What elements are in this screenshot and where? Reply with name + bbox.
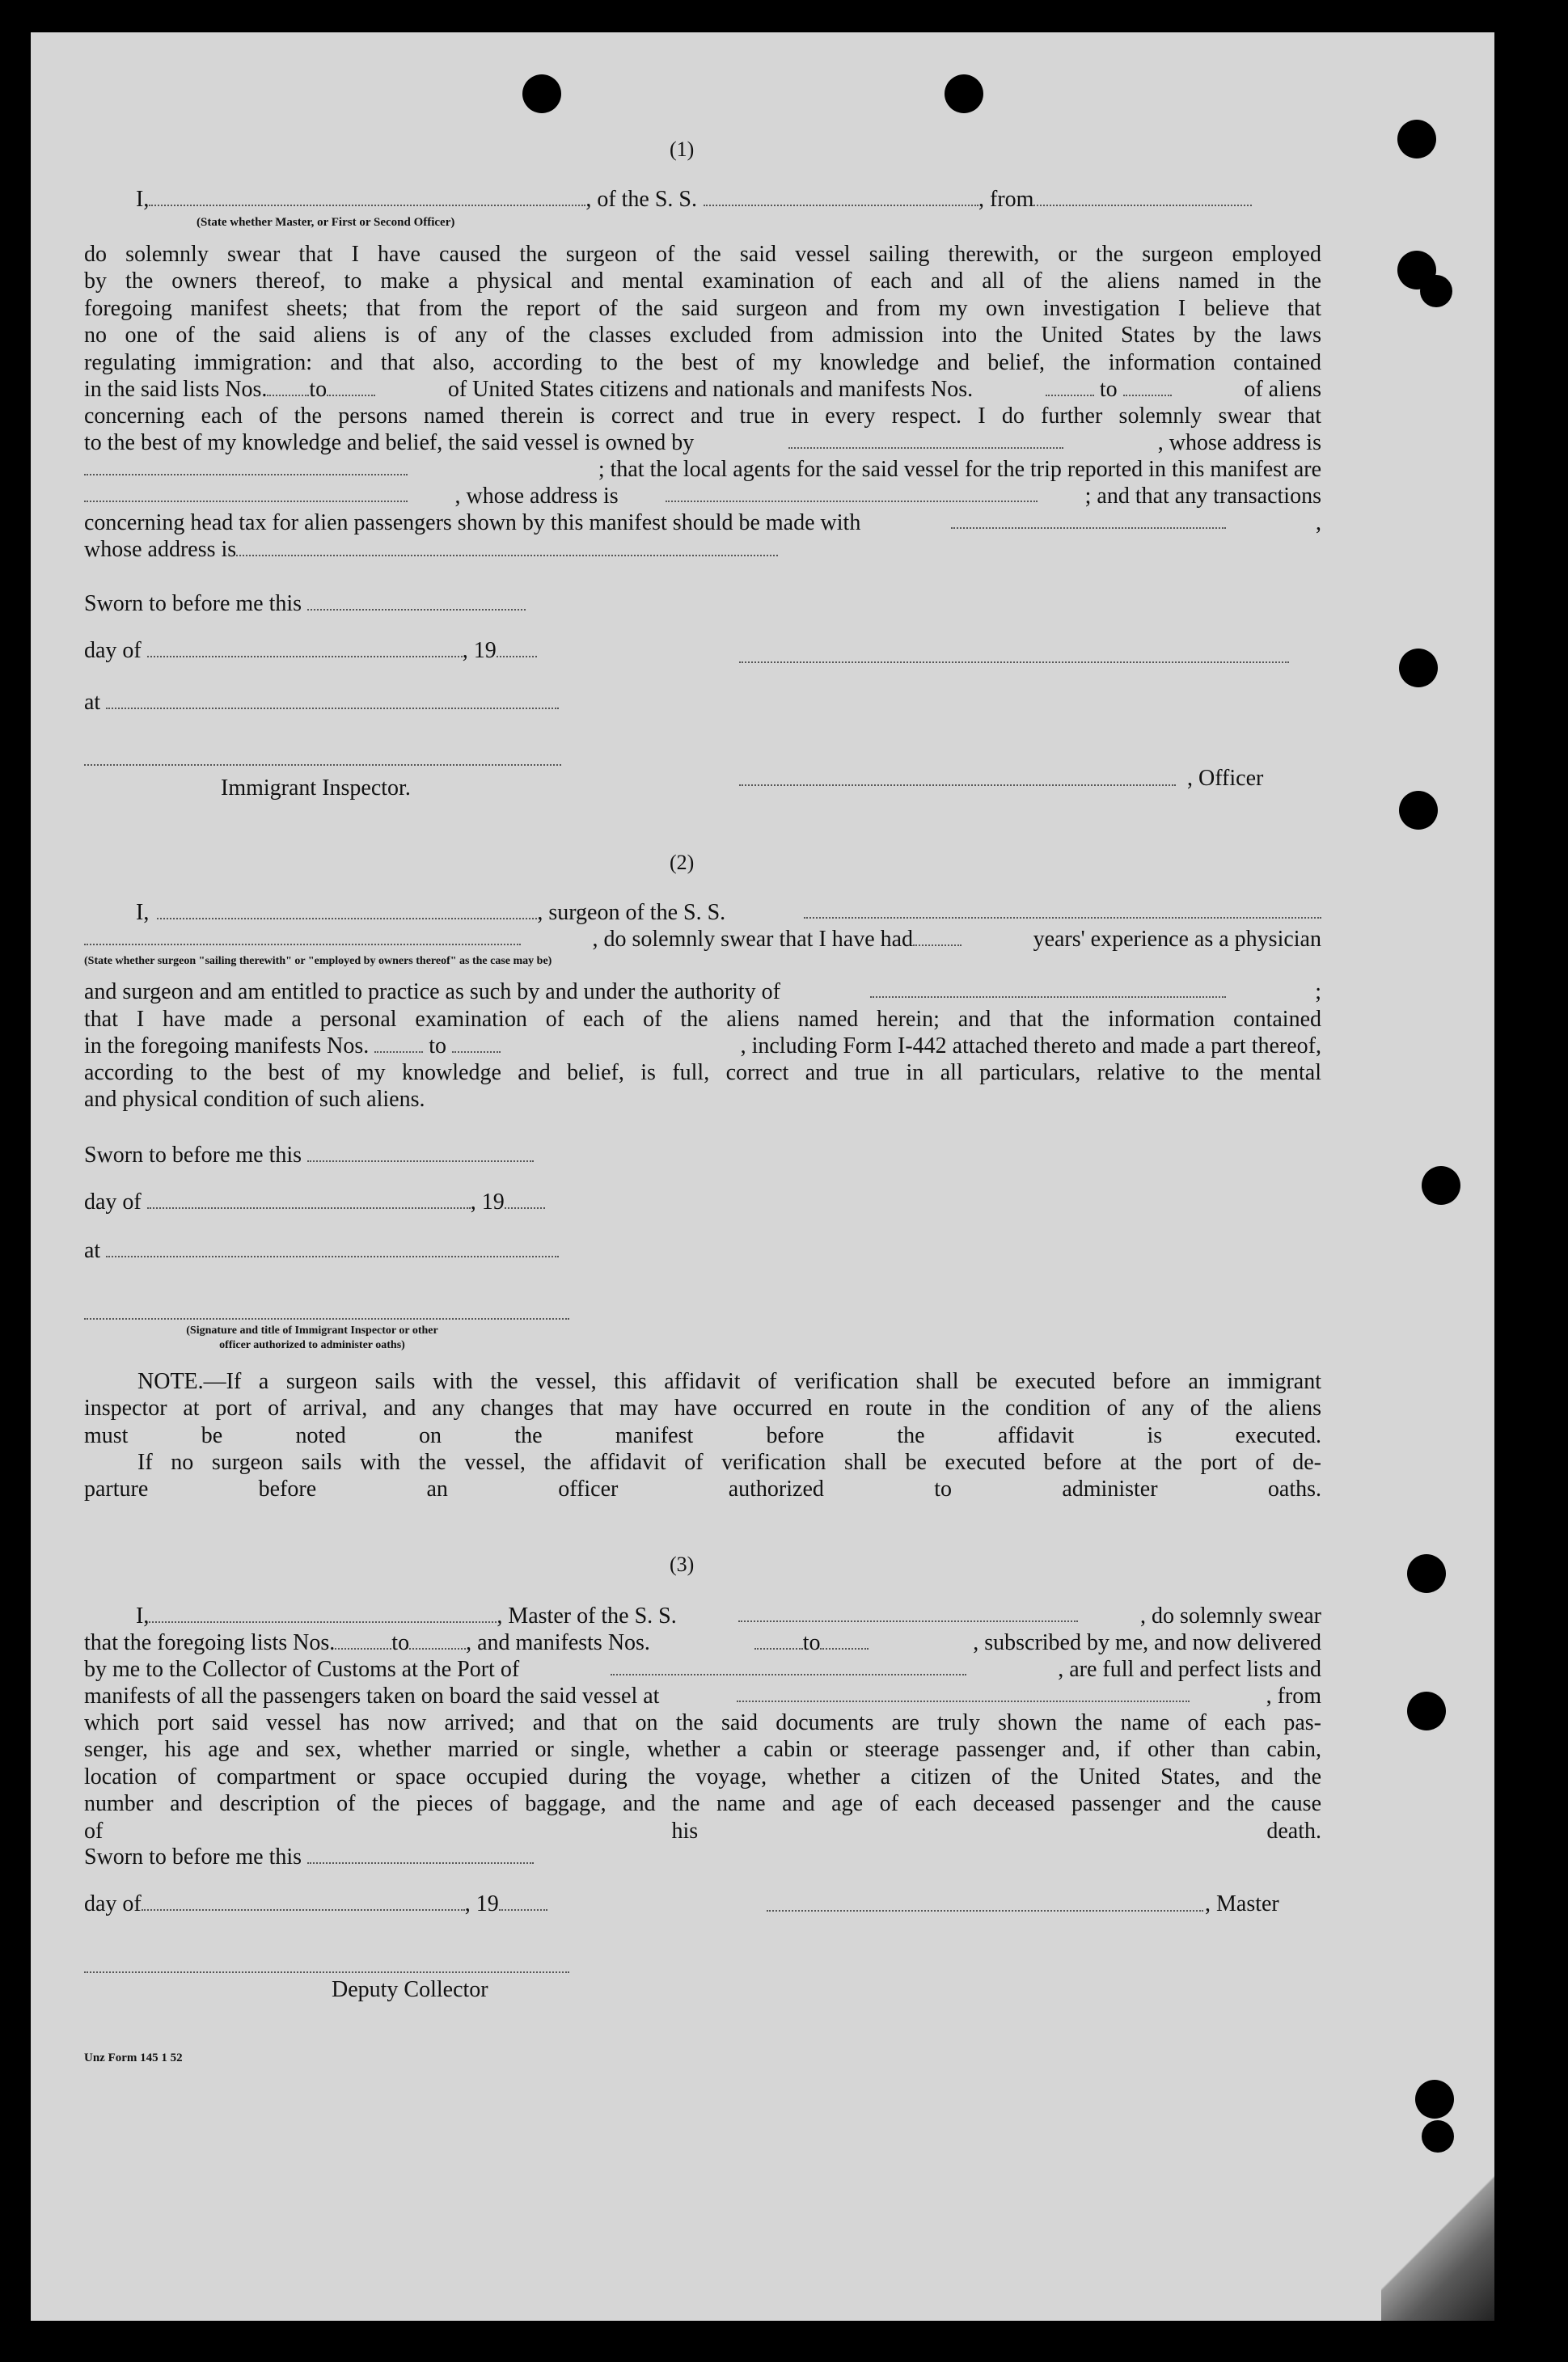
master-signature-line[interactable] (767, 1910, 1203, 1912)
lists-to-field[interactable] (327, 377, 375, 396)
sec2-at: at (84, 1237, 559, 1264)
sec1-paragraph-1: do solemnly swear that I have caused the surgeon of the said vessel sailing therewith, or the surgeon employed by the owners thereof, to make a physical and mental examination of each and all of the aliens named in the foregoing manifest sheets; that from the report of the said surgeon and from my own investigation I believe that no one of the said aliens is of any of the classes excluded from admission into the United States by the laws regulating immigration: and that also, according to the best of my knowledge and belief, the information contained (84, 242, 1321, 375)
section-number: (2) (670, 851, 695, 874)
practice-authority-field[interactable] (870, 978, 1226, 998)
surgeon-name-field[interactable] (157, 900, 537, 919)
sec3-lists-from-field[interactable] (335, 1630, 391, 1650)
sworn-place-field[interactable] (106, 690, 559, 709)
form-page (31, 32, 1494, 2321)
inspector-signature-line[interactable] (84, 764, 561, 766)
punch-hole (1399, 649, 1438, 687)
sec2-signature-line[interactable] (84, 1318, 569, 1320)
note-paragraph-1: NOTE.—If a surgeon sails with the vessel, this affidavit of verification shall be executed before an immigrant inspector at port of arrival, and any changes that may have occurred en route in the condition of any of the aliens must be noted on the manifest before the affidavit is executed. (84, 1369, 1321, 1448)
punch-hole (1397, 120, 1436, 158)
punch-hole (945, 74, 983, 113)
agents-address-field[interactable] (666, 483, 1038, 502)
master-name-field[interactable] (149, 1604, 497, 1623)
sworn-year-field[interactable] (497, 638, 537, 657)
section-number: (3) (670, 1553, 695, 1576)
sec3-paragraph: which port said vessel has now arrived; and that on the said documents are truly shown the name of each pas- senger, his age and sex, whether married or single, whether a cabin or steerage passenger and, if other than cabin, location of compartment or space occupied during the voyage, whether a citizen of the United States, and the number and description of the pieces of baggage, and the name and age of each deceased passenger and the cause of his death. (84, 1710, 1321, 1844)
sec2-manifests-to-field[interactable] (452, 1033, 501, 1053)
sec1-agents-line: ; that the local agents for the said vessel for the trip reported in this manifest are (84, 456, 1321, 483)
sec1-paragraph-2: concerning each of the persons named therein is correct and true in every respect. I do further solemnly swear that (84, 404, 1321, 429)
deputy-collector-label: Deputy Collector (332, 1977, 488, 2002)
sec2-line-7: and physical condition of such aliens. (84, 1087, 425, 1112)
sec3-line-4: manifests of all the passengers taken on board the said vessel at , from (84, 1684, 1321, 1709)
sec3-lists-to-field[interactable] (409, 1630, 466, 1650)
sec3-manifests-from-field[interactable] (754, 1630, 803, 1650)
sec2-sworn-place-field[interactable] (106, 1238, 559, 1257)
sec3-sworn-day-field[interactable] (307, 1844, 534, 1864)
immigrant-inspector-label: Immigrant Inspector. (221, 775, 411, 801)
sec1-headtax-line: concerning head tax for alien passengers shown by this manifest should be made with , (84, 510, 1321, 535)
note-paragraph-2: If no surgeon sails with the vessel, the affidavit of verification shall be executed before at the port of de- parture before an officer authorized to administer oaths. (84, 1450, 1321, 1502)
sec3-sworn-month-field[interactable] (142, 1891, 465, 1911)
sec3-line-1: I, , Master of the S. S. , do solemnly swear (136, 1604, 1321, 1629)
sec1-lists-line: in the said lists Nos. to of United States citizens and nationals and manifests Nos. to of aliens (84, 377, 1321, 402)
sec2-sworn-day-field[interactable] (307, 1143, 534, 1162)
sec1-address-line: , whose address is ; and that any transactions (84, 483, 1321, 509)
sec2-sworn-year-field[interactable] (505, 1189, 545, 1209)
form-id: Unz Form 145 1 52 (84, 2051, 183, 2064)
officer-name-field[interactable] (149, 187, 585, 206)
local-agents-field[interactable] (84, 483, 408, 502)
section-number: (1) (670, 137, 695, 161)
manifests-to-field[interactable] (1123, 377, 1172, 396)
sec2-line-5: in the foregoing manifests Nos. to , including Form I-442 attached thereto and made a part thereof, (84, 1033, 1321, 1058)
headtax-address-field[interactable] (236, 537, 778, 556)
officer-label: , Officer (1187, 766, 1264, 791)
punch-hole (1399, 791, 1438, 830)
folded-corner (1381, 2143, 1494, 2321)
punch-hole (1407, 1692, 1446, 1730)
sworn-month-field[interactable] (147, 638, 463, 657)
sec2-line-6: according to the best of my knowledge and belief, is full, correct and true in all particulars, relative to the mental (84, 1060, 1321, 1085)
punch-hole (1422, 1166, 1460, 1205)
sec2-line-4: that I have made a personal examination of each of the aliens named herein; and that the information contained (84, 1007, 1321, 1032)
sec1-sworn: Sworn to before me this (84, 590, 526, 617)
surgeon-status-field[interactable] (84, 926, 521, 945)
sec3-sworn-year-field[interactable] (499, 1891, 547, 1911)
lists-from-field[interactable] (267, 377, 309, 396)
sec3-dayof: day of , 19 (84, 1891, 547, 1917)
manifests-from-field[interactable] (1046, 377, 1094, 396)
sec2-line-1: I, , surgeon of the S. S. (136, 899, 1321, 926)
sec1-line-1: I, , of the S. S. , from (136, 186, 1252, 213)
master-label: , Master (1205, 1891, 1279, 1916)
sec3-manifests-to-field[interactable] (820, 1630, 869, 1650)
boarding-port-field[interactable] (737, 1683, 1190, 1702)
sec1-at: at (84, 689, 559, 716)
master-officer-note: (State whether Master, or First or Second Officer) (197, 216, 455, 229)
customs-port-field[interactable] (611, 1656, 966, 1675)
sec2-line-3: and surgeon and am entitled to practice as such by and under the authority of ; (84, 979, 1321, 1004)
surgeon-status-note: (State whether surgeon "sailing therewith" or "employed by owners thereof" as the case may be) (84, 955, 552, 967)
headtax-contact-field[interactable] (951, 509, 1226, 529)
sworn-day-field[interactable] (307, 591, 526, 611)
sec3-line-2: that the foregoing lists Nos. to , and manifests Nos. to , subscribed by me, and now delivered (84, 1630, 1321, 1655)
punch-hole (522, 74, 561, 113)
sec2-line-2: , do solemnly swear that I have had years' experience as a physician (84, 926, 1321, 953)
surgeon-vessel-field[interactable] (804, 899, 1321, 919)
punch-hole (1420, 275, 1452, 307)
sec1-whose-line: whose address is (84, 536, 778, 563)
sec2-sworn-month-field[interactable] (147, 1189, 471, 1209)
from-port-field[interactable] (1033, 187, 1252, 206)
deputy-signature-line[interactable] (84, 1971, 569, 1973)
punch-hole (1407, 1554, 1446, 1593)
officer-signature-line[interactable] (739, 661, 1289, 663)
sec3-line-3: by me to the Collector of Customs at the Port of , are full and perfect lists and (84, 1657, 1321, 1682)
sec1-owned-line: to the best of my knowledge and belief, the said vessel is owned by , whose address is (84, 430, 1321, 455)
sec2-manifests-from-field[interactable] (374, 1033, 423, 1053)
owner-address-field[interactable] (84, 456, 408, 475)
vessel-owner-field[interactable] (788, 429, 1063, 449)
sec2-dayof: day of , 19 (84, 1189, 545, 1215)
vessel-name-field[interactable] (704, 187, 978, 206)
years-experience-field[interactable] (913, 927, 962, 946)
sec3-sworn: Sworn to before me this (84, 1844, 534, 1870)
sec1-dayof: day of , 19 (84, 637, 537, 664)
sec2-sworn: Sworn to before me this (84, 1142, 534, 1168)
officer-title-line[interactable] (739, 784, 1176, 786)
sec2-signature-note: (Signature and title of Immigrant Inspector or other officer authorized to administer oaths) (186, 1325, 438, 1351)
punch-hole (1415, 2080, 1454, 2119)
sec3-vessel-field[interactable] (738, 1603, 1078, 1622)
